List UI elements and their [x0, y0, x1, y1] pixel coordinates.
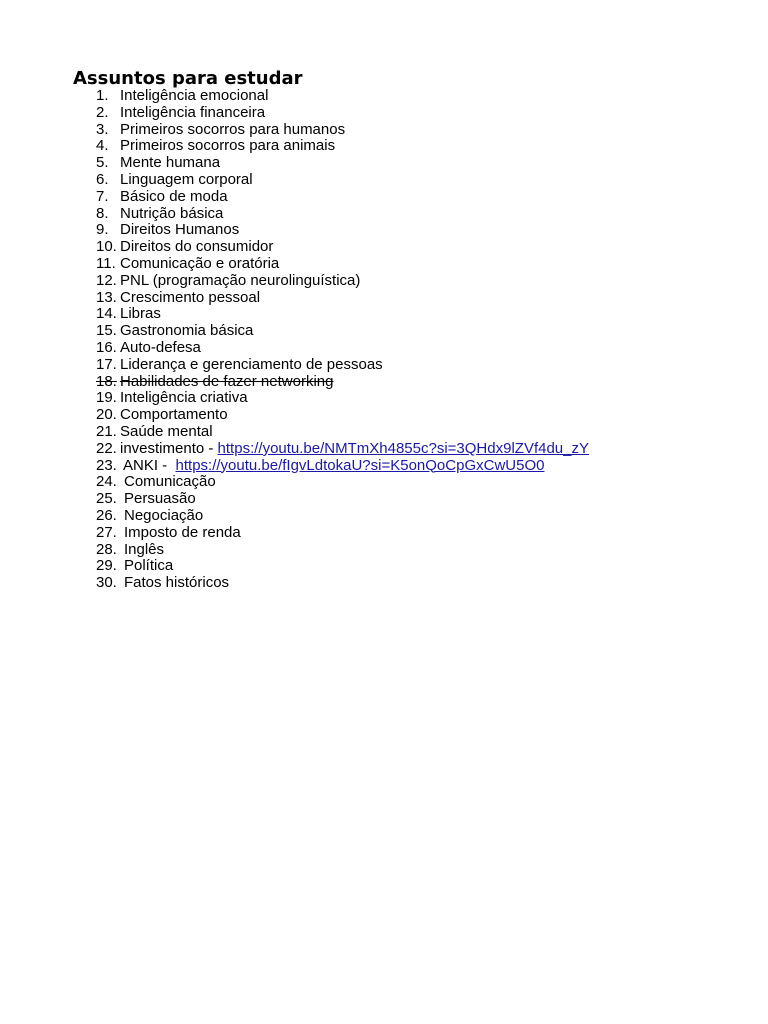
- item-text: Comportamento: [120, 406, 228, 424]
- item-text: Comunicação e oratória: [120, 254, 280, 272]
- item-number: 11.: [96, 254, 116, 272]
- item-number: 24.: [96, 473, 117, 491]
- item-text: Inteligência financeira: [120, 103, 266, 121]
- item-text: [123, 458, 544, 475]
- item-text: Inteligência criativa: [120, 389, 248, 407]
- item-text: Básico de moda: [120, 187, 228, 205]
- item-text: Libras: [120, 305, 161, 323]
- item-number: 1.: [96, 87, 109, 104]
- item-text: Mente humana: [120, 154, 221, 172]
- item-text: Nutrição básica: [120, 204, 224, 222]
- item-number: 16.: [96, 338, 117, 356]
- item-number: 19.: [96, 389, 117, 407]
- item-number: 22.: [96, 439, 117, 457]
- item-number: 15.: [96, 322, 117, 340]
- item-number: 30.: [96, 574, 117, 592]
- item-number: 4.: [96, 137, 109, 155]
- item-number: 6.: [96, 170, 109, 188]
- item-number: 14.: [96, 305, 117, 323]
- item-text: Inteligência emocional: [120, 87, 269, 104]
- item-number: 10.: [96, 238, 117, 256]
- document-title: Assuntos para estudar: [73, 68, 303, 89]
- item-text: Habilidades de fazer networking: [120, 372, 334, 390]
- item-number: 17.: [96, 355, 117, 373]
- item-number: 25.: [96, 490, 117, 508]
- item-text: Saúde mental: [120, 422, 213, 440]
- item-text: Primeiros socorros para animais: [120, 137, 336, 155]
- item-text: Direitos Humanos: [120, 221, 240, 239]
- item-number: 20.: [96, 406, 117, 424]
- item-number: 8.: [96, 204, 109, 222]
- item-text: Persuasão: [124, 490, 196, 508]
- item-number: 3.: [96, 120, 109, 138]
- item-text: Direitos do consumidor: [120, 238, 274, 256]
- item-text-prefix: ANKI -: [123, 456, 176, 474]
- item-number: 2.: [96, 103, 109, 121]
- item-number: 18.: [96, 372, 117, 390]
- item-number: 13.: [96, 288, 117, 306]
- item-text: [120, 441, 589, 458]
- item-number: 26.: [96, 506, 117, 524]
- item-text-prefix: investimento -: [120, 439, 218, 457]
- item-number: 29.: [96, 557, 117, 575]
- item-text: Auto-defesa: [120, 338, 201, 356]
- item-text: Comunicação: [124, 473, 216, 491]
- item-number: 23.: [96, 456, 117, 474]
- youtube-link[interactable]: https://youtu.be/fIgvLdtokaU?si=K5onQoCpGxCwU5O0: [175, 456, 545, 474]
- item-number: 5.: [96, 154, 109, 172]
- item-text: Negociação: [124, 506, 204, 524]
- item-number: 21.: [96, 422, 117, 440]
- item-text: Política: [124, 557, 174, 575]
- item-text: Inglês: [124, 540, 165, 558]
- item-text: Gastronomia básica: [120, 322, 254, 340]
- item-number: 9.: [96, 221, 109, 239]
- item-text: Imposto de renda: [124, 523, 241, 541]
- youtube-link[interactable]: https://youtu.be/NMTmXh4855c?si=3QHdx9lZVf4du_zY: [217, 439, 589, 457]
- item-number: 7.: [96, 187, 109, 205]
- item-text: Fatos históricos: [124, 574, 230, 592]
- item-text: Liderança e gerenciamento de pessoas: [120, 355, 383, 373]
- item-text: PNL (programação neurolinguística): [120, 271, 361, 289]
- item-text: Crescimento pessoal: [120, 288, 261, 306]
- item-number: 27.: [96, 523, 117, 541]
- item-text: Primeiros socorros para humanos: [120, 120, 346, 138]
- item-number: 12.: [96, 271, 117, 289]
- item-number: 28.: [96, 540, 117, 558]
- item-text: Linguagem corporal: [120, 170, 253, 188]
